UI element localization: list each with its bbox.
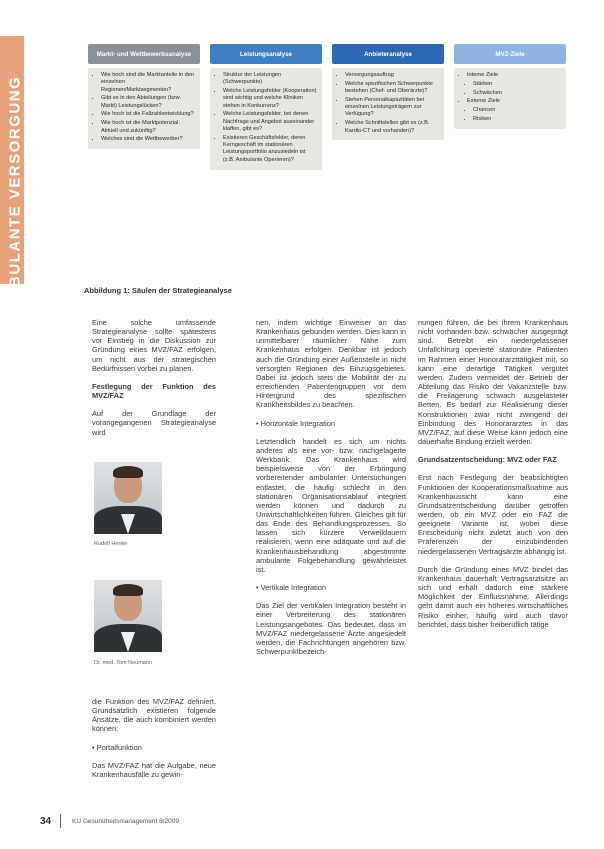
paragraph: Erst nach Festlegung der beabsichtigten Funktionen der Kooperationsmaßnahme aus Krankenhaussicht kann eine Grundsatzentscheidung darüber getroffen werden, ob ein MVZ oder ein FAZ die geeignete Variante ist, wobei diese Entscheidung nicht zuletzt auch von den Präferenzen der einzubindenden niedergelassenen Vertragsärzte abhängig ist. <box>418 473 568 556</box>
column-item: • Wie hoch sind die Marktanteile in den einzelnen Regionen/Marktsegmenten? <box>101 72 195 94</box>
paragraph: Letztendlich handelt es sich um nichts anderes als eine vor- bzw. nachgelagerte Werkbank. Das Krankenhaus wird beispielsweise von der Erbringung vorbereitender ambulanter Untersuchungen entlastet, die häufig schlecht in den stationären Organisationsablauf integriert werden können und dadurch zu Unwirtschaftlichkeiten führen. Gleiches gilt für das Ende des Behandlungsprozesses. So lassen sich kürzere Verweildauern realisieren, wenn eine adäquate und auf die Krankenhausbehandlung abgestimmte ambulante Folgebehandlung gewährleistet ist. <box>256 436 406 574</box>
column-item: • Struktur der Leistungen (Schwerpunkte) <box>223 72 317 87</box>
column-item: • Welche Leistungsfelder (Kooperation) sind wichtig und welche Kliniken stehen in Konkurrenz? <box>223 88 317 110</box>
column-item: • Wie hoch ist die Fallzahlentwicklung? <box>101 111 195 118</box>
paragraph: nen, indem wichtige Einweiser an das Krankenhaus gebunden werden. Dies kann in unmittelbarer räumlicher Nähe zum Krankenhaus erfolgen. Denkbar ist jedoch auch die Gründung einer Außenstelle in nicht versorgten Regionen des Einzugsgebietes. Dabei ist jedoch stets die Mobilität der zu erreichenden Patientengruppen vor dem Hintergrund des spezifischen Krankheitsbildes zu beachten. <box>256 318 406 410</box>
photo-caption: Dr. med. Tom Neumann <box>94 660 152 666</box>
column-item: • Existieren Geschäftsfelder, deren Kerngeschäft im stationären Leistungsportfolio anzusiedeln ist (z.B. Ambulante Operieren)? <box>223 135 317 164</box>
column-item: • Externe Ziele <box>467 98 561 105</box>
bullet-heading: • Horizontale Integration <box>256 418 336 428</box>
paragraph: Durch die Gründung eines MVZ bindet das Krankenhaus dauerhaft Vertragsarztsitze an sich und erhält dadurch eine stärkere Möglichkeit der Einflussnahme. Allerdings geht damit auch ein höheres wirtschaftliches Risiko einher, häufig wird auch davor berichtet, dass bisher freiberuflich tätige <box>418 564 568 629</box>
text-column-middle <box>256 318 406 665</box>
paragraph: nungen führen, die bei ihrem Krankenhaus nicht vorhanden bzw. schwächer ausgeprägt sind. Betreibt ein niedergelassener Unfallchirurg operierte stationäre Patienten im Rahmen einer Honorararzttätigkeit mit, so kann eine derartige Tätigkeit vergütet werden. Zudem vermeidet der Betrieb der Abteilung das Risiko der Vakanzstelle bzw. die Freilagerung schwach ausgelasteter Betten. Es bedarf zur Realisierung dieser Konstruktionen zwar nicht zwingend der Einbindung des Honorararztes in das MVZ/FAZ, auf diese Weise kann jedoch eine dauerhafte Bindung erzielt werden. <box>418 318 568 447</box>
paragraph: Auf der Grundlage der vorangegangenen Strategieanalyse wird <box>92 409 216 437</box>
side-banner-label: AMBULANTE VERSORGUNG <box>6 75 24 314</box>
column-item: • Welches sind die Wettbewerber? <box>101 136 195 143</box>
figure-column-4 <box>454 44 566 129</box>
paragraph: Eine solche umfassende Strategieanalyse sollte spätestens vor Einstieg in die Diskussion zur Gründung eines MVZ/FAZ erfolgen, um nicht aus der strategischen Bedürfnissen vorbei zu planen. <box>92 318 216 373</box>
figure-column-2 <box>210 44 322 170</box>
column-item: • Welche Schnittstellen gibt es (z.B. Kardio-CT und vorhanden)? <box>345 120 439 135</box>
side-banner <box>0 36 24 314</box>
paragraph: Das Ziel der vertikalen Integration besteht in einer Verbreiterung des stationären Leistungsangebotes. Das bedeutet, dass im MVZ/FAZ niedergelassene Ärzte angesiedelt werden, die Fachrichtungen angehören bzw. Schwerpunktbezeich- <box>256 601 406 656</box>
column-body <box>88 68 200 149</box>
column-item: • Interne Ziele <box>467 72 561 79</box>
column-item: • Stehen Personalkapazitäten bei einzelnen Leistungsträgern zur Verfügung? <box>345 97 439 119</box>
footer-journal: KU Gesundheitsmanagement 8/2009 <box>72 818 179 825</box>
column-item: • Versorgungsauftrag <box>345 72 439 79</box>
column-heading: Anbieteranalyse <box>332 44 444 64</box>
column-heading: Markt- und Wettbewerbsanalyse <box>88 44 200 64</box>
strategy-figure <box>88 44 568 280</box>
photo-caption: Rudolf Henke <box>94 541 128 547</box>
portrait-photo-1 <box>94 462 162 534</box>
column-item: • Schwächen <box>473 90 561 97</box>
column-item: • Chancen <box>473 107 561 114</box>
figure-caption: Abbildung 1: Säulen der Strategieanalyse <box>84 286 232 295</box>
section-heading: Festlegung der Funktion des MVZ/FAZ <box>92 381 216 401</box>
column-body <box>332 68 444 140</box>
bullet-heading: • Vertikale Integration <box>256 583 326 593</box>
footer-divider <box>60 814 61 828</box>
text-column-right <box>418 318 568 638</box>
figure-column-3 <box>332 44 444 140</box>
page-number: 34 <box>40 816 52 827</box>
column-heading: MVZ-Ziele <box>454 44 566 64</box>
column-item: • Wie hoch ist die Marktpotenzial: Aktuell und zukünftig? <box>101 120 195 135</box>
text-column-left-lower <box>92 697 216 788</box>
portrait-photo-2 <box>94 580 162 652</box>
bullet-heading: • Portalfunktion <box>92 742 142 752</box>
column-item: • Gibt es in den Abteilungen (bzw. Markt) Leistungslücken? <box>101 95 195 110</box>
figure-column-1 <box>88 44 200 149</box>
column-item: • Welche Leistungsfelder, bei denen Nachfrage und Angebot auseinander klaffen, gibt es? <box>223 111 317 133</box>
paragraph: Das MVZ/FAZ hat die Aufgabe, neue Krankenhausfälle zu gewin- <box>92 760 216 779</box>
column-item: • Welche spezifischen Schwerpunkte bestehen (Chef- und Oberärzte)? <box>345 81 439 96</box>
text-column-left <box>92 318 216 446</box>
column-body <box>454 68 566 129</box>
column-heading: Leistungsanalyse <box>210 44 322 64</box>
column-body <box>210 68 322 170</box>
paragraph: die Funktion des MVZ/FAZ definiert. Grundsätzlich existieren folgende Ansätze, die auch kombiniert werden können: <box>92 697 216 734</box>
column-item: • Risiken <box>473 116 561 123</box>
section-heading: Grundsatzentscheidung: MVZ oder FAZ <box>418 455 557 465</box>
column-item: • Stärken <box>473 81 561 88</box>
